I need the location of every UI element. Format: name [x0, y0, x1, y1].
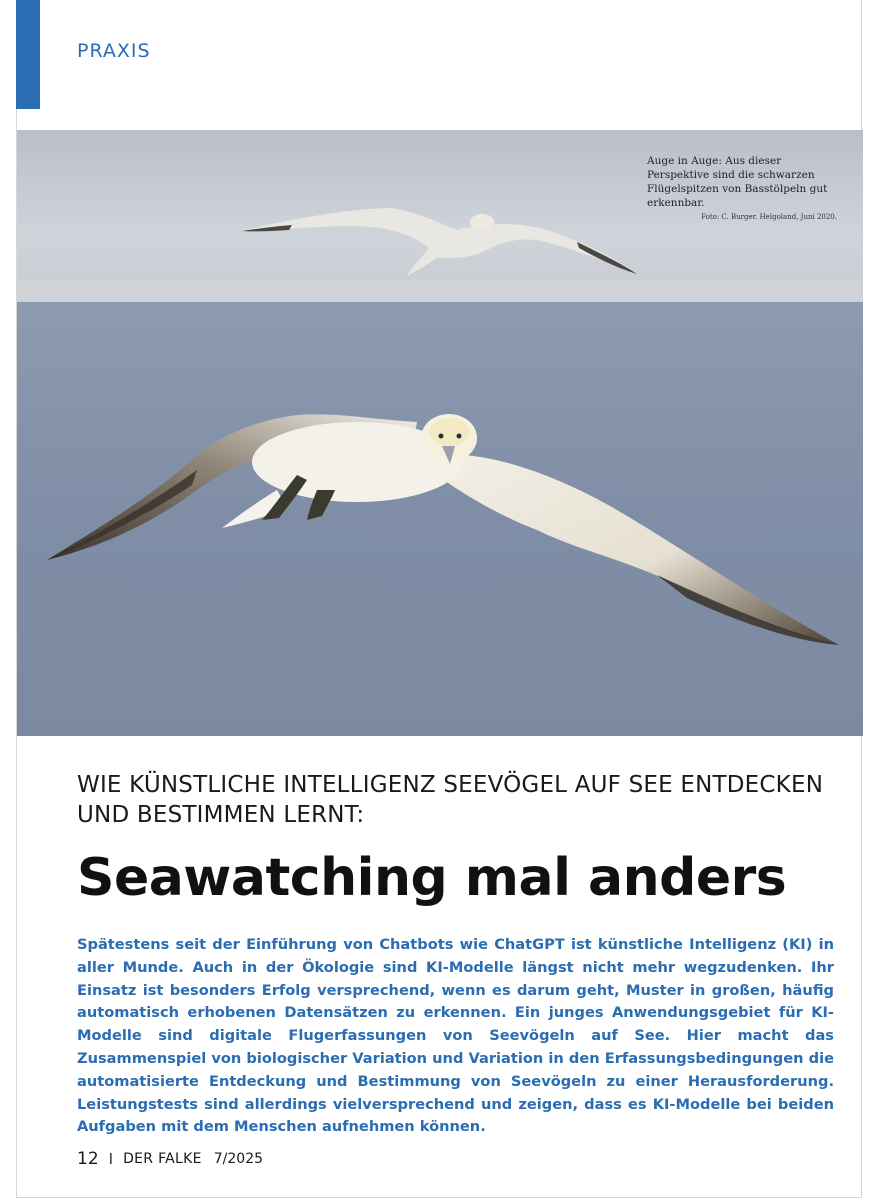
magazine-name: DER FALKE	[123, 1151, 202, 1167]
photo-caption-text: Auge in Auge: Aus dieser Perspektive sind die schwarzen Flügelspitzen von Basstölpeln gut erkennbar.	[647, 155, 828, 209]
section-accent-bar	[16, 0, 40, 109]
horizon-haze	[17, 280, 863, 302]
photo-caption	[647, 154, 837, 223]
page-number: 12	[77, 1149, 99, 1169]
article-lead: Spätestens seit der Einführung von Chatbots wie ChatGPT ist künstliche Intelligenz (KI) in aller Munde. Auch in der Ökologie sind KI-Modelle längst nicht mehr wegzudenken. Ihr Einsatz ist besonders Erfolg versprechend, wenn es darum geht, Muster in großen, häufig automatisch erhobenen Datensätzen zu erkennen. Ein junges Anwendungsgebiet für KI-Modelle sind digitale Flugerfassungen von Seevögeln auf See. Hier macht das Zusammenspiel von biologischer Variation und Variation in den Erfassungsbedingungen die automatisierte Entdeckung und Bestimmung von Seevögeln zu einer Herausforderung. Leistungstests sind allerdings vielversprechend und zeigen, dass es KI-Modelle bei beiden Aufgaben mit dem Menschen aufnehmen können.	[77, 936, 834, 1136]
article-subtitle-line1: WIE KÜNSTLICHE INTELLIGENZ SEEVÖGEL AUF SEE ENTDECKEN	[77, 772, 824, 798]
article-subtitle-line2: UND BESTIMMEN LERNT:	[77, 802, 365, 828]
issue-number: 7/2025	[213, 1151, 264, 1167]
hero-photo	[17, 130, 863, 736]
article-title: Seawatching mal anders	[77, 848, 787, 908]
photo-credit: Foto: C. Burger. Helgoland, Juni 2020.	[701, 213, 837, 221]
page-footer	[77, 1149, 263, 1169]
article-subtitle	[77, 770, 837, 830]
footer-separator: I	[108, 1150, 114, 1168]
section-label: PRAXIS	[77, 40, 151, 62]
